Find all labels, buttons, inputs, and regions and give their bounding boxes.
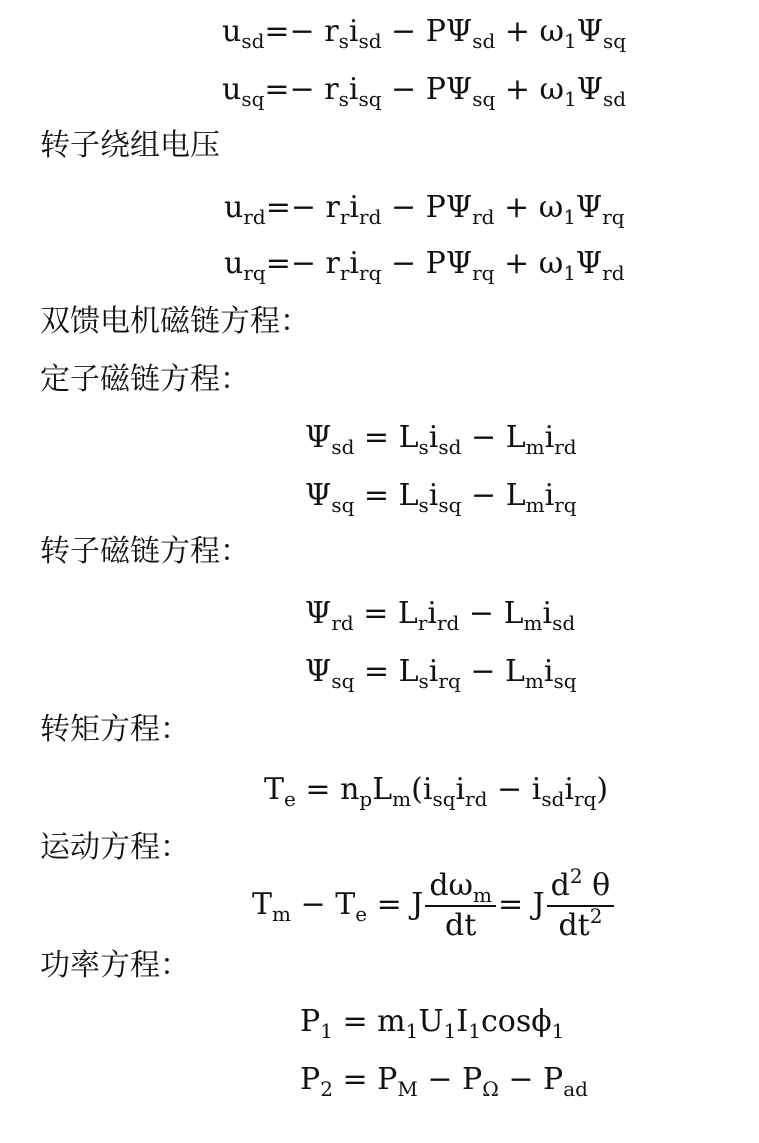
- stator-flux-eq-q: $\Psi_{sq} = L_si_{sq} - L_mi_{rq}$: [305, 478, 577, 517]
- rotor-voltage-eq-d: $u_{rd}=- r_ri_{rd} - P\Psi_{rd} + \omega_1\Psi_{rq}$: [224, 190, 625, 229]
- power-eq-2: $P_2 = P_M - P_\Omega - P_{ad}$: [300, 1062, 588, 1101]
- power-eq-1: $P_1 = m_1U_1I_1\cos\phi_1$: [300, 1004, 565, 1043]
- torque-heading: 转矩方程：: [40, 712, 190, 747]
- stator-flux-heading: 定子磁链方程：: [40, 362, 250, 397]
- motion-fraction-1: $\frac{d\omega_m}{dt}$: [425, 867, 496, 945]
- stator-voltage-eq-d: $u_{sd}=- r_si_{sd} - P\Psi_{sd} + \omega_1\Psi_{sq}$: [222, 14, 627, 53]
- motion-heading: 运动方程：: [40, 830, 190, 865]
- torque-eq: $T_e = n_pL_m(i_{sq}i_{rd} - i_{sd}i_{rq})$: [264, 772, 609, 811]
- motion-fraction-2: $\frac{d^2 \theta}{dt^2}$: [547, 867, 615, 945]
- rotor-flux-heading: 转子磁链方程：: [40, 534, 250, 569]
- rotor-voltage-eq-q: $u_{rq}=- r_ri_{rq} - P\Psi_{rq} + \omega_1\Psi_{rd}$: [224, 246, 625, 285]
- stator-voltage-eq-q: $u_{sq}=- r_si_{sq} - P\Psi_{sq} + \omega_1\Psi_{sd}$: [222, 72, 627, 111]
- flux-heading: 双馈电机磁链方程：: [40, 304, 310, 339]
- rotor-flux-eq-q: $\Psi_{sq} = L_si_{rq} - L_mi_{sq}$: [305, 654, 577, 693]
- motion-eq: $T_m - T_e = J$ $\frac{d\omega_m}{dt}$ = J $\frac{d^2 \theta}{dt^2}$: [252, 862, 616, 948]
- rotor-voltage-heading: 转子绕组电压: [40, 128, 220, 163]
- rotor-flux-eq-d: $\Psi_{rd} = L_ri_{rd} - L_mi_{sd}$: [305, 596, 576, 635]
- power-heading: 功率方程：: [40, 948, 190, 983]
- stator-flux-eq-d: $\Psi_{sd} = L_si_{sd} - L_mi_{rd}$: [305, 420, 577, 459]
